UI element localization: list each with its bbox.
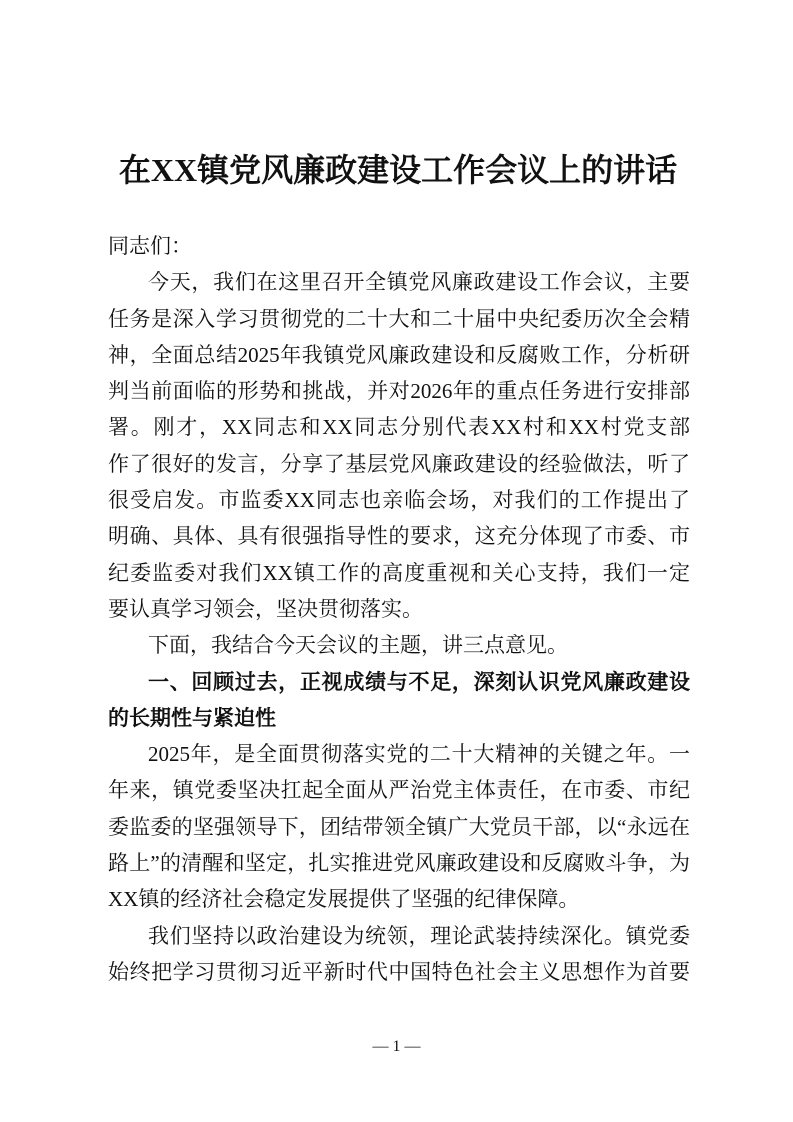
text-line: 始终把学习贯彻习近平新时代中国特色社会主义思想作为首要: [108, 959, 690, 984]
document-title: 在XX镇党风廉政建设工作会议上的讲话: [118, 152, 678, 188]
paragraph: [108, 736, 690, 917]
paragraph: [108, 627, 690, 663]
text-line: 很受启发。市监委XX同志也亲临会场，对我们的工作提出了: [108, 488, 690, 513]
text-line: 我们坚持以政治建设为统领，理论武装持续深化。镇党委: [148, 923, 690, 948]
text-line: 一、回顾过去，正视成绩与不足，深刻认识党风廉政建设: [148, 669, 690, 694]
section-heading: [108, 664, 690, 737]
paragraph: [108, 264, 690, 627]
document-body: [108, 228, 690, 990]
text-line: 要认真学习领会，坚决贯彻落实。: [108, 596, 423, 621]
text-line: 年来，镇党委坚决扛起全面从严治党主体责任，在市委、市纪: [108, 778, 690, 803]
text-line: 2025年，是全面贯彻落实党的二十大精神的关键之年。一: [148, 742, 690, 767]
text-line: 今天，我们在这里召开全镇党风廉政建设工作会议，主要: [148, 270, 690, 295]
text-line: 明确、具体、具有很强指导性的要求，这充分体现了市委、市: [108, 524, 690, 549]
paragraphs: [108, 264, 690, 990]
text-line: 下面，我结合今天会议的主题，讲三点意见。: [148, 633, 568, 658]
text-line: 署。刚才，XX同志和XX同志分别代表XX村和XX村党支部: [108, 415, 690, 440]
text-line: 委监委的坚强领导下，团结带领全镇广大党员干部，以“永远在: [108, 814, 690, 839]
text-line: 作了很好的发言，分享了基层党风廉政建设的经验做法，听了: [108, 451, 690, 476]
text-line: 纪委监委对我们XX镇工作的高度重视和关心支持，我们一定: [108, 560, 690, 585]
text-line: 路上”的清醒和坚定，扎实推进党风廉政建设和反腐败斗争，为: [108, 851, 690, 876]
text-line: 的长期性与紧迫性: [108, 705, 276, 730]
salutation: 同志们：: [108, 234, 192, 258]
text-line: 判当前面临的形势和挑战，并对2026年的重点任务进行安排部: [108, 379, 690, 404]
text-line: 神，全面总结2025年我镇党风廉政建设和反腐败工作，分析研: [108, 342, 690, 367]
text-line: XX镇的经济社会稳定发展提供了坚强的纪律保障。: [108, 887, 580, 912]
text-line: 任务是深入学习贯彻党的二十大和二十届中央纪委历次全会精: [108, 306, 690, 331]
paragraph: [108, 918, 690, 991]
page-number: — 1 —: [372, 1038, 421, 1055]
